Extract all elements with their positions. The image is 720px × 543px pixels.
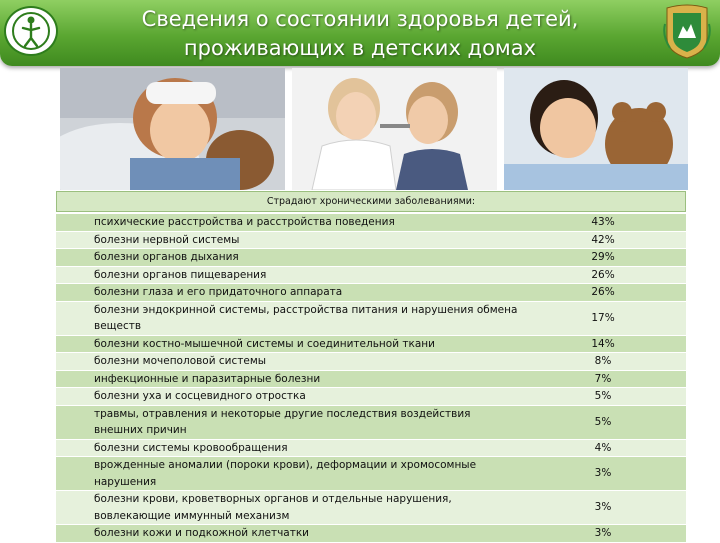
title-line-2: проживающих в детских домах: [183, 36, 537, 60]
disease-name: болезни уха и сосцевидного отростка: [56, 388, 520, 406]
disease-name: болезни нервной системы: [56, 231, 520, 249]
photo-child-in-hospital-bed: [60, 68, 285, 190]
disease-percent: 3%: [520, 525, 686, 543]
disease-name: болезни крови, кроветворных органов и отдельные нарушения, вовлекающие иммунный механизм: [56, 491, 520, 525]
disease-name: врожденные аномалии (пороки крови), деформации и хромосомные нарушения: [56, 457, 520, 491]
photo-boy-with-teddy-bear: [504, 68, 688, 190]
page-title: [80, 5, 640, 63]
table-row: [56, 231, 686, 249]
table-row: [56, 335, 686, 353]
disease-percent: 8%: [520, 353, 686, 371]
table-row: [56, 353, 686, 371]
table-row: [56, 249, 686, 267]
table-row: [56, 439, 686, 457]
disease-percent: 14%: [520, 335, 686, 353]
organization-logo: [4, 6, 58, 56]
table-row: [56, 370, 686, 388]
disease-name: болезни системы кровообращения: [56, 439, 520, 457]
region-coat-of-arms: [662, 4, 712, 60]
table-row: [56, 525, 686, 543]
disease-percent: 43%: [520, 214, 686, 231]
table-row: [56, 491, 686, 525]
disease-name: болезни костно-мышечной системы и соединительной ткани: [56, 335, 520, 353]
table-row: [56, 457, 686, 491]
table-row: [56, 405, 686, 439]
table-row: [56, 284, 686, 302]
disease-percent: 7%: [520, 370, 686, 388]
table-row: [56, 301, 686, 335]
chronic-diseases-table: [56, 214, 686, 543]
disease-name: инфекционные и паразитарные болезни: [56, 370, 520, 388]
disease-percent: 29%: [520, 249, 686, 267]
disease-percent: 26%: [520, 266, 686, 284]
disease-percent: 3%: [520, 491, 686, 525]
disease-percent: 5%: [520, 388, 686, 406]
photo-doctor-examining-girl: [292, 68, 497, 190]
disease-name: болезни кожи и подкожной клетчатки: [56, 525, 520, 543]
disease-name: травмы, отравления и некоторые другие последствия воздействия внешних причин: [56, 405, 520, 439]
disease-percent: 17%: [520, 301, 686, 335]
disease-name: болезни эндокринной системы, расстройства питания и нарушения обмена веществ: [56, 301, 520, 335]
table-row: [56, 214, 686, 231]
disease-percent: 5%: [520, 405, 686, 439]
disease-percent: 3%: [520, 457, 686, 491]
disease-percent: 26%: [520, 284, 686, 302]
disease-name: болезни мочеполовой системы: [56, 353, 520, 371]
disease-name: психические расстройства и расстройства поведения: [56, 214, 520, 231]
title-banner: [0, 0, 720, 66]
title-line-1: Сведения о состоянии здоровья детей,: [141, 7, 579, 31]
table-row: [56, 388, 686, 406]
disease-name: болезни органов дыхания: [56, 249, 520, 267]
table-heading: Страдают хроническими заболеваниями:: [56, 191, 686, 212]
disease-name: болезни глаза и его придаточного аппарата: [56, 284, 520, 302]
disease-percent: 42%: [520, 231, 686, 249]
table-row: [56, 266, 686, 284]
disease-name: болезни органов пищеварения: [56, 266, 520, 284]
disease-percent: 4%: [520, 439, 686, 457]
